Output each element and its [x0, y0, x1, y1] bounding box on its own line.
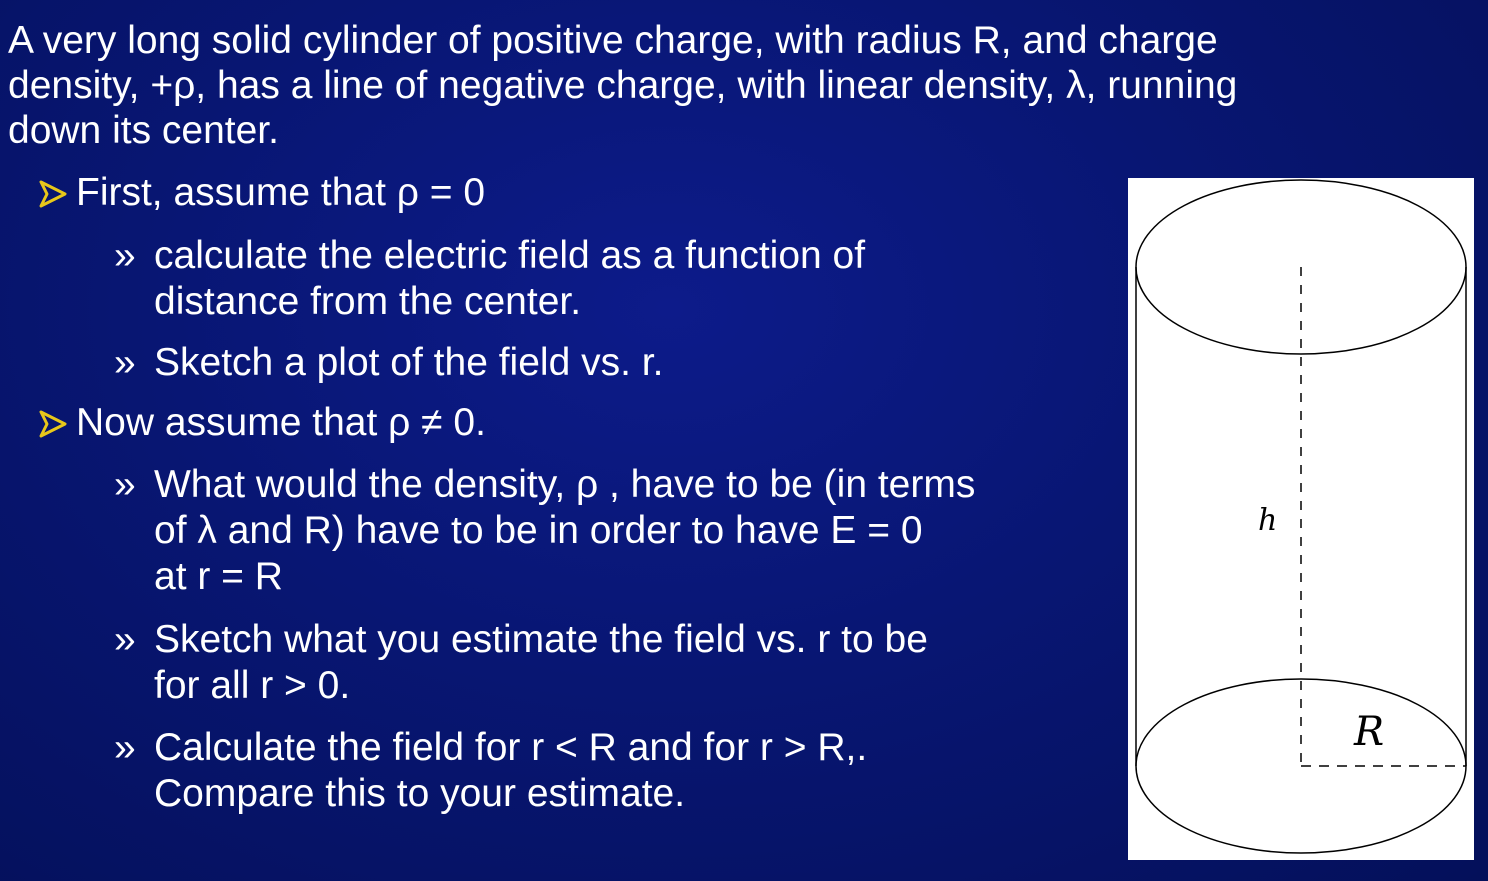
sub-bullet-marker: » — [114, 234, 136, 277]
bullet-arrow-icon — [38, 170, 76, 215]
intro-line-2: density, +ρ, has a line of negative charge, with linear density, λ, running — [8, 64, 1238, 107]
sub-bullet-marker: » — [114, 463, 136, 506]
bullet-first-assume — [38, 170, 485, 215]
cylinder-diagram — [1128, 178, 1474, 860]
radius-label: R — [1354, 709, 1385, 755]
sub-bullet-density-question — [114, 462, 975, 600]
sub-bullet-line: Sketch a plot of the field vs. r. — [154, 341, 664, 384]
sub-bullet-line: distance from the center. — [154, 280, 582, 323]
intro-line-3: down its center. — [8, 109, 279, 152]
sub-bullet-marker: » — [114, 618, 136, 661]
sub-bullet-marker: » — [114, 341, 136, 384]
sub-bullet-calculate-field — [114, 233, 865, 325]
sub-bullet-line: calculate the electric field as a function of — [154, 234, 866, 277]
sub-bullet-line: Calculate the field for r < R and for r > R,. — [154, 726, 868, 769]
sub-bullet-sketch-estimate — [114, 617, 928, 709]
bullet-arrow-icon — [38, 400, 76, 445]
sub-bullet-line: at r = R — [154, 555, 283, 598]
bullet-text: Now assume that ρ ≠ 0. — [76, 401, 486, 444]
sub-bullet-line: Sketch what you estimate the field vs. r to be — [154, 618, 928, 661]
intro-paragraph — [8, 18, 1408, 153]
sub-bullet-line: What would the density, ρ , have to be (in terms — [154, 463, 976, 506]
bullet-now-assume — [38, 400, 486, 445]
bullet-text: First, assume that ρ = 0 — [76, 171, 486, 214]
intro-line-1: A very long solid cylinder of positive charge, with radius R, and charge — [8, 19, 1218, 62]
sub-bullet-marker: » — [114, 726, 136, 769]
sub-bullet-line: Compare this to your estimate. — [154, 772, 686, 815]
sub-bullet-calculate-compare — [114, 725, 867, 817]
cylinder-figure — [1128, 178, 1474, 860]
sub-bullet-sketch-plot — [114, 340, 663, 386]
sub-bullet-line: of λ and R) have to be in order to have E = 0 — [154, 509, 923, 552]
height-label: h — [1258, 503, 1278, 538]
sub-bullet-line: for all r > 0. — [154, 664, 351, 707]
